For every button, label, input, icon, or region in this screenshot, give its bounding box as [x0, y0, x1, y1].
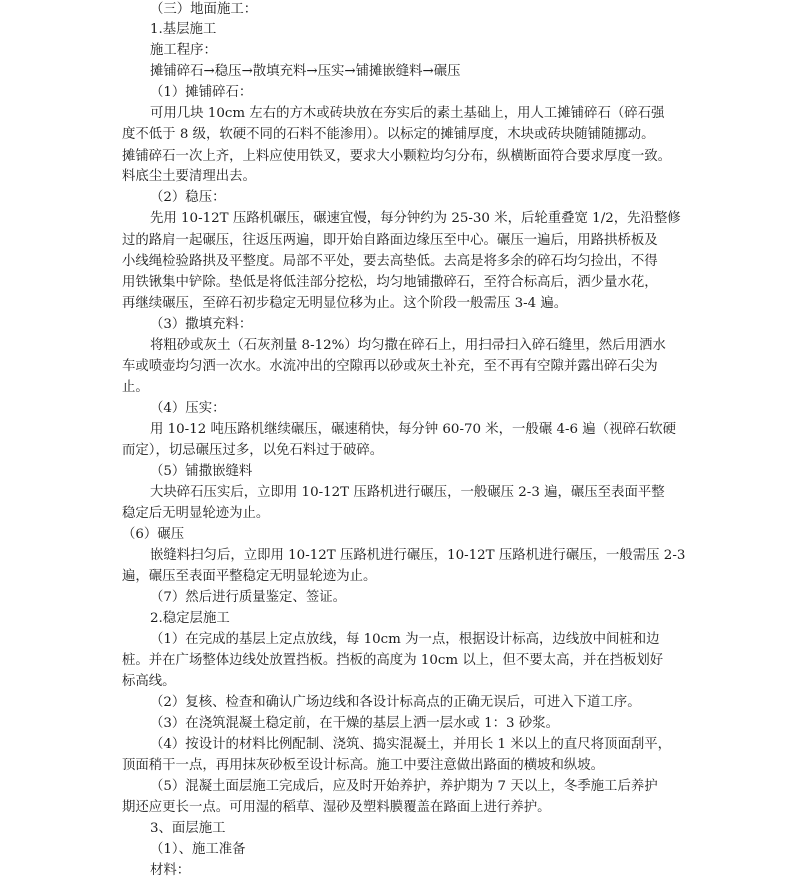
- paragraph-line: 桩。并在广场整体边线处放置挡板。挡板的高度为 10cm 以上，但不要太高，并在挡板划好: [122, 653, 664, 668]
- paragraph-line: 标高线。: [122, 674, 176, 689]
- step-heading: （2）稳压：: [150, 190, 226, 205]
- procedure-sequence: 摊铺碎石→稳压→散填充料→压实→铺摊嵌缝料→碾压: [150, 64, 461, 79]
- paragraph-line: 摊铺碎石一次上齐，上料应使用铁叉，要求大小颗粒均匀分布，纵横断面符合要求厚度一致。: [122, 149, 672, 164]
- section-heading-ground-construction: （三）地面施工：: [150, 2, 258, 17]
- paragraph-line: 用铁锹集中铲除。垫低是将低洼部分挖松，均匀地铺撒碎石，至符合标高后，洒少量水花，: [122, 275, 658, 290]
- paragraph-line: 可用几块 10cm 左右的方木或砖块放在夯实后的素土基础上，用人工摊铺碎石（碎石强: [150, 106, 665, 121]
- paragraph-line: 而定），切忌碾压过多，以免石料过于破碎。: [122, 443, 384, 458]
- paragraph-line: 小线绳检验路拱及平整度。局部不平处，要去高垫低。去高是将多余的碎石均匀捡出，不得: [122, 254, 658, 269]
- paragraph-line: （1）在完成的基层上定点放线，每 10cm 为一点，根据设计标高，边线放中间桩和边: [150, 632, 660, 647]
- step-heading: （6）碾压: [122, 527, 185, 542]
- heading-materials: 材料：: [150, 863, 191, 878]
- paragraph-line: 嵌缝料扫匀后，立即用 10-12T 压路机进行碾压，10-12T 压路机进行碾压，一般需压 2-3: [150, 548, 686, 563]
- step-heading: （1）摊铺碎石：: [150, 85, 253, 100]
- paragraph-line: （7）然后进行质量鉴定、签证。: [150, 590, 346, 605]
- paragraph-line: 过的路肩一起碾压，往返压两遍，即开始自路面边缘压至中心。碾压一遍后，用路拱桥板及: [122, 233, 658, 248]
- paragraph-line: 止。: [122, 380, 149, 395]
- heading-surface-layer: 3、面层施工: [150, 821, 226, 836]
- step-heading: （5）铺撒嵌缝料: [150, 464, 253, 479]
- heading-base-layer: 1.基层施工: [150, 22, 217, 37]
- paragraph-line: 先用 10-12T 压路机碾压，碾速宜慢，每分钟约为 25-30 米，后轮重叠宽 1/2，先沿整修: [150, 211, 681, 226]
- paragraph-line: 大块碎石压实后，立即用 10-12T 压路机进行碾压，一般碾压 2-3 遍，碾压至表面平整: [150, 485, 665, 500]
- heading-procedure: 施工程序：: [150, 43, 217, 58]
- paragraph-line: 将粗砂或灰土（石灰剂量 8-12%）均匀撒在碎石上，用扫帚扫入碎石缝里，然后用洒水: [150, 338, 666, 353]
- paragraph-line: 用 10-12 吨压路机继续碾压，碾速稍快，每分钟 60-70 米，一般碾 4-6 遍（视碎石软硬: [150, 422, 677, 437]
- paragraph-line: （3）在浇筑混凝土稳定前，在干燥的基层上洒一层水或 1：3 砂浆。: [150, 716, 560, 731]
- paragraph-line: 遍，碾压至表面平整稳定无明显轮迹为止。: [122, 569, 377, 584]
- paragraph-line: 度不低于 8 级，软硬不同的石料不能渗用）。以标定的摊铺厚度，木块或砖块随铺随挪动。: [122, 127, 655, 142]
- paragraph-line: 期还应更长一点。可用湿的稻草、湿砂及塑料膜覆盖在路面上进行养护。: [122, 800, 551, 815]
- paragraph-line: 料底尘土要清理出去。: [122, 169, 256, 184]
- heading-preparation: （1）、施工准备: [150, 842, 246, 857]
- step-heading: （3）撒填充料：: [150, 317, 253, 332]
- paragraph-line: （4）按设计的材料比例配制、浇筑、捣实混凝土，并用长 1 米以上的直尺将顶面刮平，: [150, 737, 672, 752]
- step-heading: （4）压实：: [150, 401, 226, 416]
- paragraph-line: 车或喷壶均匀洒一次水。水流冲出的空隙再以砂或灰土补充，至不再有空隙并露出碎石尖为: [122, 359, 658, 374]
- paragraph-line: （2）复核、检查和确认广场边线和各设计标高点的正确无误后，可进入下道工序。: [150, 695, 641, 710]
- paragraph-line: （5）混凝土面层施工完成后，应及时开始养护，养护期为 7 天以上，冬季施工后养护: [150, 779, 658, 794]
- heading-stabilized-layer: 2.稳定层施工: [150, 611, 230, 626]
- paragraph-line: 稳定后无明显轮迹为止。: [122, 506, 270, 521]
- paragraph-line: 顶面稍干一点，再用抹灰砂板至设计标高。施工中要注意做出路面的横坡和纵坡。: [122, 758, 605, 773]
- paragraph-line: 再继续碾压，至碎石初步稳定无明显位移为止。这个阶段一般需压 3-4 遍。: [122, 296, 568, 311]
